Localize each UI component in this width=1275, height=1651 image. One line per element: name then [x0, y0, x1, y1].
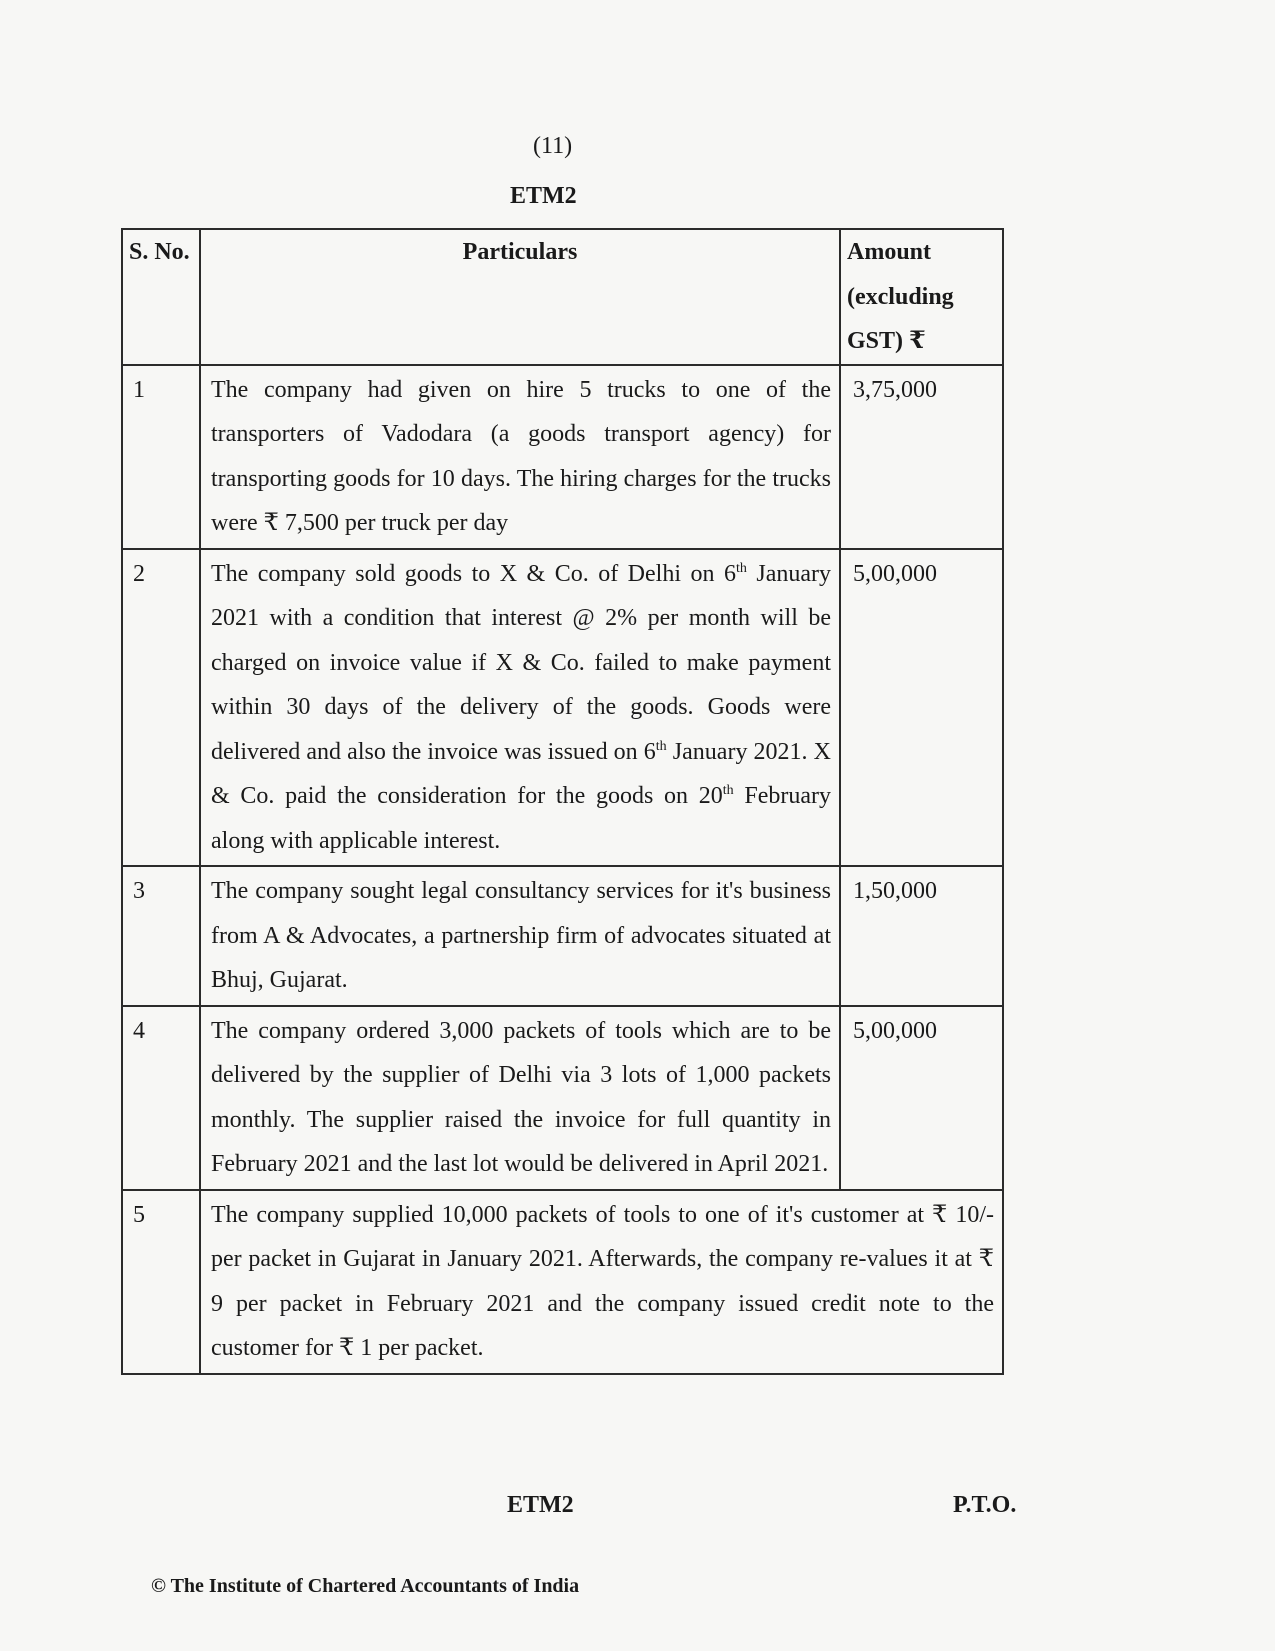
row-particulars: The company ordered 3,000 packets of tools which are to be delivered by the supplier of Delhi via 3 lots of 1,000 packets monthly. The supplier raised the invoice for full quantity in February 2021 and the last lot would be delivered in April 2021.	[200, 1006, 840, 1190]
ordinal-suffix: th	[735, 560, 747, 576]
column-header-amount: Amount (excluding GST) ₹	[840, 229, 1003, 365]
row-amount: 5,00,000	[840, 549, 1003, 867]
row-amount: 1,50,000	[840, 866, 1003, 1006]
copyright-notice: © The Institute of Chartered Accountants of India	[151, 1575, 580, 1597]
row-sno: 4	[122, 1006, 200, 1190]
ordinal-suffix: th	[655, 738, 667, 754]
row-text: February along with applicable interest.	[211, 783, 831, 854]
column-header-particulars: Particulars	[200, 229, 840, 365]
row-particulars	[200, 549, 840, 867]
table-row	[122, 866, 1003, 1006]
row-sno: 1	[122, 365, 200, 549]
row-text: January 2021 with a condition that interest @ 2% per month will be charged on invoice value if X & Co. failed to make payment within 30 days of the delivery of the goods. Goods were delivered and also the invoice was issued on 6	[211, 560, 831, 765]
paper-code-header: ETM2	[510, 183, 577, 209]
paper-code-footer: ETM2	[507, 1492, 574, 1518]
row-sno: 3	[122, 866, 200, 1006]
row-text: January 2021. X & Co. paid the consideration for the goods on 20	[211, 738, 831, 809]
row-text: The company sold goods to X & Co. of Delhi on 6	[211, 560, 736, 587]
row-amount: 3,75,000	[840, 365, 1003, 549]
ordinal-suffix: th	[722, 783, 734, 798]
row-particulars: The company had given on hire 5 trucks to one of the transporters of Vadodara (a goods transport agency) for transporting goods for 10 days. The hiring charges for the trucks were ₹ 7,500 per truck per day	[200, 365, 840, 549]
row-particulars: The company supplied 10,000 packets of tools to one of it's customer at ₹ 10/- per packet in Gujarat in January 2021. Afterwards, the company re-values it at ₹ 9 per packet in February 2021 and the company issued credit note to the customer for ₹ 1 per packet.	[200, 1190, 1003, 1374]
table-row	[122, 1190, 1003, 1374]
table-row	[122, 1006, 1003, 1190]
question-table	[121, 228, 1004, 1375]
table-row	[122, 365, 1003, 549]
row-sno: 5	[122, 1190, 200, 1374]
column-header-sno: S. No.	[122, 229, 200, 365]
row-particulars: The company sought legal consultancy services for it's business from A & Advocates, a partnership firm of advocates situated at Bhuj, Gujarat.	[200, 866, 840, 1006]
row-sno: 2	[122, 549, 200, 867]
row-amount: 5,00,000	[840, 1006, 1003, 1190]
page-number: (11)	[533, 133, 573, 159]
pto-label: P.T.O.	[953, 1492, 1017, 1518]
table-header-row	[122, 229, 1003, 365]
table-row	[122, 549, 1003, 867]
